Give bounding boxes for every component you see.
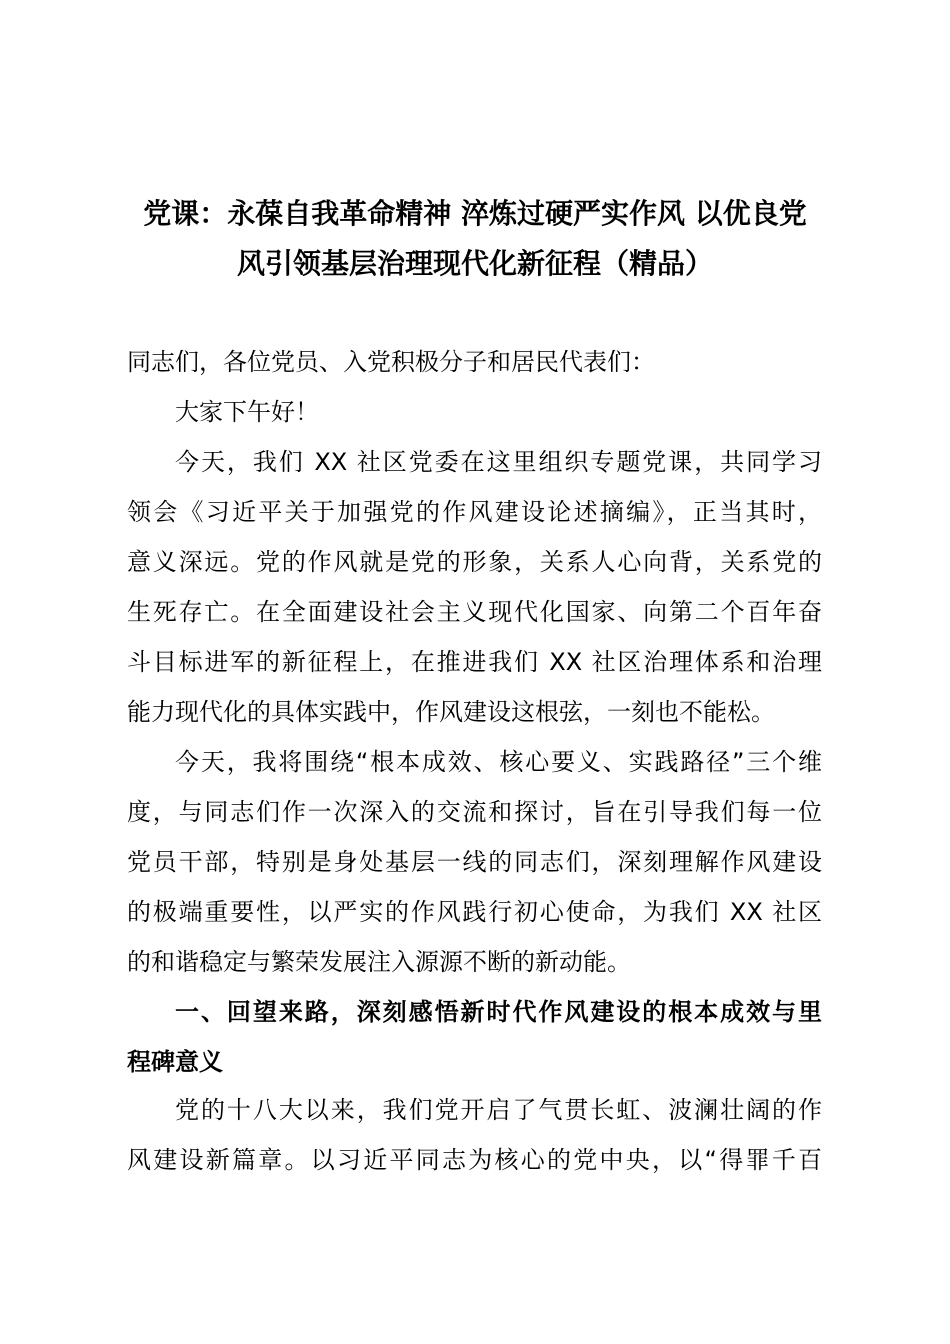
document-title-line-1: 党课：永葆自我革命精神 淬炼过硬严实作风 以优良党 bbox=[143, 197, 807, 230]
paragraph-line: 党的十八大以来，我们党开启了气贯长虹、波澜壮阔的作 bbox=[175, 1096, 822, 1124]
section-heading-line: 程碑意义 bbox=[127, 1048, 223, 1076]
paragraph-line: 的和谐稳定与繁荣发展注入源源不断的新动能。 bbox=[127, 948, 631, 976]
paragraph-line: 生死存亡。在全面建设社会主义现代化国家、向第二个百年奋 bbox=[127, 598, 822, 626]
paragraph-line: 党员干部，特别是身处基层一线的同志们，深刻理解作风建设 bbox=[127, 848, 822, 876]
paragraph-line: 斗目标进军的新征程上，在推进我们 XX 社区治理体系和治理 bbox=[127, 648, 822, 676]
paragraph-line: 意义深远。党的作风就是党的形象，关系人心向背，关系党的 bbox=[127, 548, 822, 576]
paragraph-line: 能力现代化的具体实践中，作风建设这根弦，一刻也不能松。 bbox=[127, 698, 775, 726]
paragraph-line: 今天，我将围绕“根本成效、核心要义、实践路径”三个维 bbox=[175, 748, 822, 776]
paragraph-line: 同志们，各位党员、入党积极分子和居民代表们： bbox=[127, 348, 655, 376]
paragraph-line: 今天，我们 XX 社区党委在这里组织专题党课，共同学习 bbox=[175, 448, 822, 476]
paragraph-line: 领会《习近平关于加强党的作风建设论述摘编》，正当其时， bbox=[127, 498, 822, 526]
document-title-line-2: 风引领基层治理现代化新征程（精品） bbox=[236, 247, 713, 280]
paragraph-line: 风建设新篇章。以习近平同志为核心的党中央，以“得罪千百 bbox=[127, 1146, 822, 1174]
paragraph-line: 度，与同志们作一次深入的交流和探讨，旨在引导我们每一位 bbox=[127, 798, 822, 826]
paragraph-line: 大家下午好！ bbox=[175, 398, 319, 426]
paragraph-line: 的极端重要性，以严实的作风践行初心使命，为我们 XX 社区 bbox=[127, 898, 822, 926]
section-heading-line: 一、回望来路，深刻感悟新时代作风建设的根本成效与里 bbox=[175, 998, 822, 1026]
